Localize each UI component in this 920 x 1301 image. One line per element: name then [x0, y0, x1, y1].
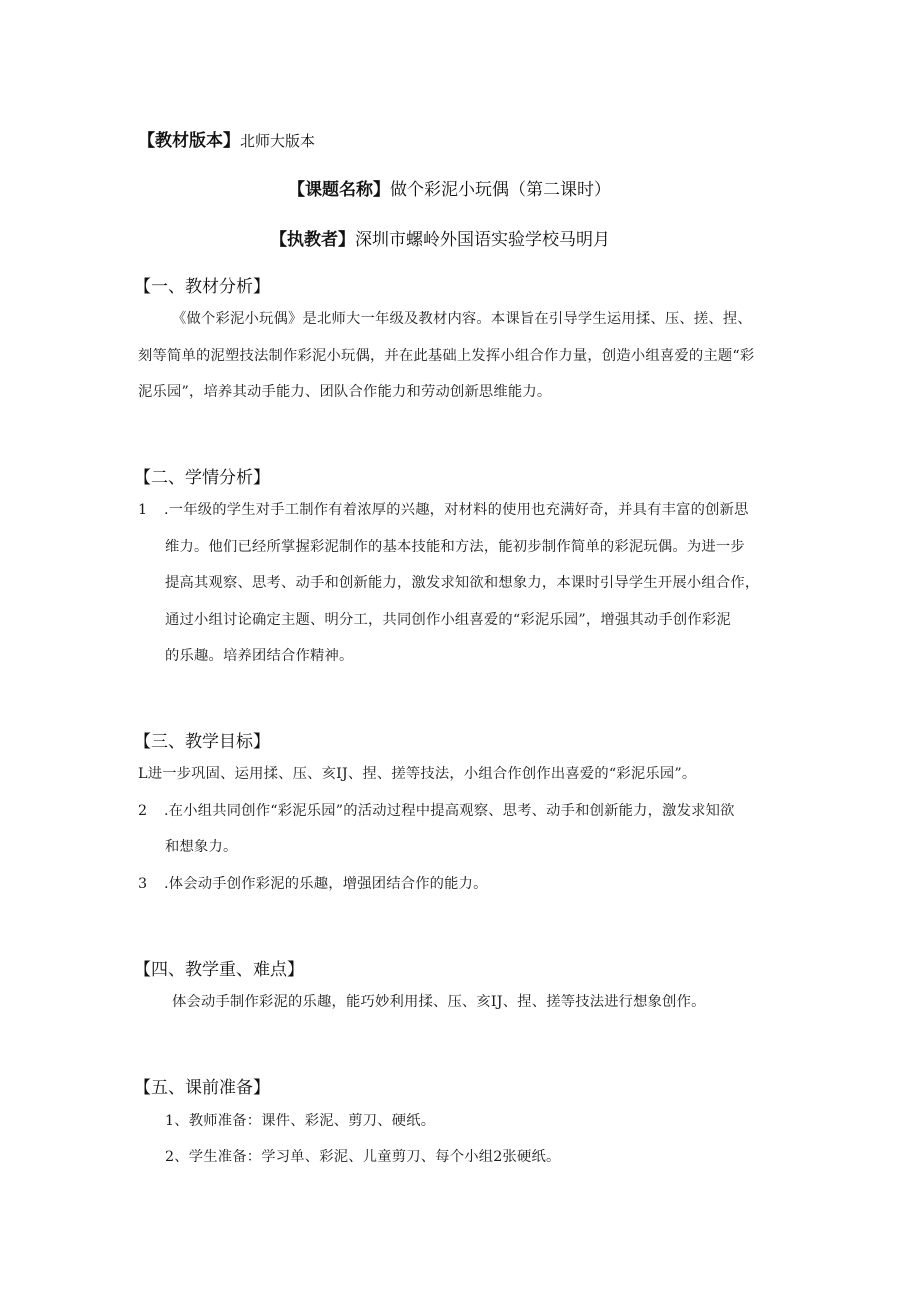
- section-4-line: 体会动手制作彩泥的乐趣，能巧妙利用揉、压、亥IJ、捏、搓等技法进行想象创作。: [172, 994, 706, 1010]
- section-3-item-2: [138, 800, 735, 820]
- section-2-number: 1: [138, 502, 148, 518]
- section-5-heading: 【五、课前准备】: [134, 1078, 270, 1098]
- section-5-item-1: 1、教师准备：课件、彩泥、剪刀、硬纸。: [165, 1113, 436, 1129]
- lesson-title-value: 做个彩泥小玩偶（第二课时）: [390, 180, 611, 200]
- lesson-title-line: [288, 175, 611, 200]
- edition-label: 【教材版本】: [138, 131, 240, 151]
- edition-value: 北师大版本: [240, 132, 316, 150]
- section-3-item-3: [138, 873, 488, 893]
- section-3-item-2-cont: 和想象力。: [165, 839, 238, 855]
- teacher-line: [270, 225, 610, 250]
- section-3-item-2-text: .在小组共同创作“彩泥乐园”的活动过程中提高观察、思考、动手和创新能力，激发求知欲: [164, 803, 735, 819]
- section-1-line-3: 泥乐园”，培养其动手能力、团队合作能力和劳动创新思维能力。: [138, 384, 552, 400]
- section-1-line-2: 刻等简单的泥塑技法制作彩泥小玩偶，并在此基础上发挥小组合作力量，创造小组喜爱的主题“彩: [138, 348, 755, 364]
- section-3-item-1: L进一步巩固、运用揉、压、亥IJ、捏、搓等技法，小组合作创作出喜爱的“彩泥乐园”。: [138, 766, 697, 782]
- section-2-line-4: 通过小组讨论确定主题、明分工，共同创作小组喜爱的“彩泥乐园”，增强其动手创作彩泥: [165, 612, 731, 628]
- section-3-item-3-number: 3: [138, 876, 148, 892]
- section-5-item-2: 2、学生准备：学习单、彩泥、儿童剪刀、每个小组2张硬纸。: [165, 1149, 561, 1165]
- section-4-heading: 【四、教学重、难点】: [134, 960, 304, 980]
- section-2-heading: 【二、学情分析】: [134, 468, 270, 488]
- section-3-heading: 【三、教学目标】: [134, 732, 270, 752]
- section-2-line-1: [138, 499, 749, 519]
- teacher-value: 深圳市螺岭外国语实验学校马明月: [355, 230, 610, 250]
- section-2-line-3: 提高其观察、思考、动手和创新能力，激发求知欲和想象力，本课时引导学生开展小组合作，: [165, 575, 760, 591]
- edition-line: [138, 126, 315, 151]
- section-3-item-2-number: 2: [138, 803, 148, 819]
- section-1-heading: 【一、教材分析】: [134, 277, 270, 297]
- section-1-line-1: 《做个彩泥小玩偶》是北师大一年级及教材内容。本课旨在引导学生运用揉、压、搓、捏、: [172, 311, 752, 327]
- section-2-line-1-text: .一年级的学生对手工制作有着浓厚的兴趣，对材料的使用也充满好奇，并具有丰富的创新思: [164, 502, 749, 518]
- teacher-label: 【执教者】: [270, 230, 355, 250]
- section-2-line-2: 维力。他们已经所掌握彩泥制作的基本技能和方法，能初步制作简单的彩泥玩偶。为进一步: [165, 539, 745, 555]
- section-3-item-3-text: .体会动手创作彩泥的乐趣，增强团结合作的能力。: [164, 876, 488, 892]
- section-2-line-5: 的乐趣。培养团结合作精神。: [165, 648, 354, 664]
- lesson-title-label: 【课题名称】: [288, 180, 390, 200]
